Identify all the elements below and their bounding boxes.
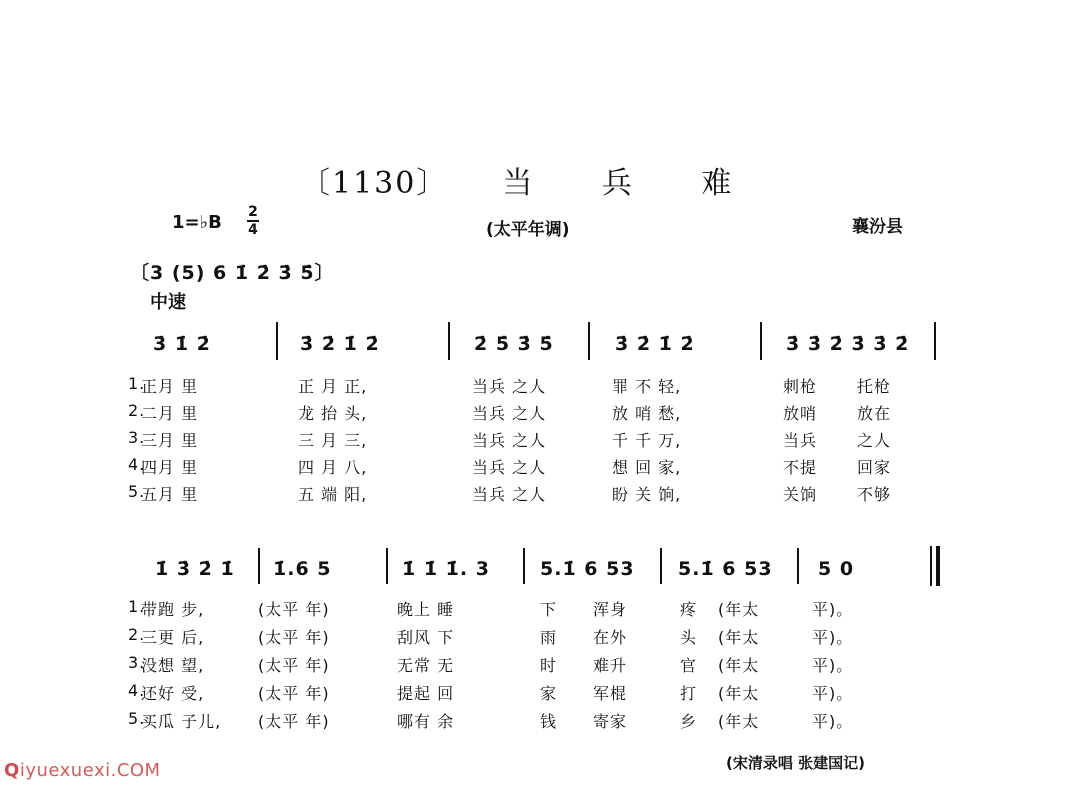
barline (258, 548, 260, 584)
barline (934, 322, 936, 360)
lyric-cell: 不提 (783, 458, 818, 477)
s2-measure-5: 5.1̇ 6 53 (678, 558, 773, 580)
lyric-cell: (年太 (718, 712, 760, 731)
s2-measure-2: 1̇.6 5 (273, 558, 332, 580)
lyric-cell: 当兵 之人 (472, 377, 547, 396)
tune-name: (太平年调) (486, 220, 570, 240)
lyric-cell: 托枪 (857, 377, 892, 396)
barline (276, 322, 278, 360)
time-signature (247, 205, 259, 237)
lyric-cell: 哪有 余 (397, 712, 455, 731)
final-barline (936, 546, 940, 586)
watermark-text: iyuexuexi.COM (19, 760, 161, 781)
lyric-cell: 当兵 (783, 431, 818, 450)
lyric-cell: 三月 里 (141, 431, 199, 450)
lyric-cell: 三 月 三, (298, 431, 368, 450)
lyric-cell: 当兵 之人 (472, 458, 547, 477)
lyric-cell: 平)。 (812, 712, 854, 731)
lyric-cell: 龙 抬 头, (298, 404, 368, 423)
lyric-cell: 当兵 之人 (472, 431, 547, 450)
lyric-cell: (太平 年) (258, 600, 330, 619)
barline (448, 322, 450, 360)
s1-measure-1: 3̇ 1̇ 2̇ (153, 333, 211, 355)
lyric-cell: (太平 年) (258, 656, 330, 675)
lyric-cell: 钱 (540, 712, 558, 731)
lyric-cell: 打 (680, 684, 698, 703)
lyric-cell: (年太 (718, 600, 760, 619)
verse-number: 3. (128, 428, 146, 447)
verse-number: 4. (128, 455, 146, 474)
lyric-cell: 放在 (857, 404, 892, 423)
key-signature: 1=♭B (172, 212, 222, 233)
lyric-cell: 买瓜 子儿, (141, 712, 222, 731)
lyric-cell: 乡 (680, 712, 698, 731)
lyric-cell: 军棍 (593, 684, 628, 703)
s2-measure-4: 5.1̇ 6 53 (540, 558, 635, 580)
verse-number: 5. (128, 709, 146, 728)
lyric-cell: 平)。 (812, 656, 854, 675)
barline (797, 548, 799, 584)
song-title (300, 158, 761, 202)
verse-number: 2. (128, 401, 146, 420)
lyric-cell: 浑身 (593, 600, 628, 619)
lyric-cell: 提起 回 (397, 684, 455, 703)
lyric-cell: 五 端 阳, (298, 485, 368, 504)
lyric-cell: 还好 受, (141, 684, 205, 703)
verse-number: 5. (128, 482, 146, 501)
s2-measure-1: 1̇ 3̇ 2̇ 1̇ (155, 558, 235, 580)
verse-number: 2. (128, 625, 146, 644)
lyric-cell: 正月 里 (141, 377, 199, 396)
credit-line: (宋清录唱 张建国记) (726, 754, 865, 772)
lyric-cell: 平)。 (812, 628, 854, 647)
lyric-cell: 官 (680, 656, 698, 675)
lyric-cell: 盼 关 饷, (612, 485, 682, 504)
verse-number: 1. (128, 597, 146, 616)
lyric-cell: 时 (540, 656, 558, 675)
lyric-cell: 之人 (857, 431, 892, 450)
verse-number: 4. (128, 681, 146, 700)
region-name: 襄汾县 (852, 217, 903, 237)
lyric-cell: (年太 (718, 656, 760, 675)
lyric-cell: 刺枪 (783, 377, 818, 396)
lyric-cell: 罪 不 轻, (612, 377, 682, 396)
barline (588, 322, 590, 360)
lyric-cell: 带跑 步, (141, 600, 205, 619)
lyric-cell: 放 哨 愁, (612, 404, 682, 423)
watermark-q: Q (4, 760, 20, 781)
lyric-cell: 下 (540, 600, 558, 619)
lyric-cell: 四 月 八, (298, 458, 368, 477)
lyric-cell: 晚上 睡 (397, 600, 455, 619)
s1-measure-4: 3̇ 2̇ 1̇ 2̇ (615, 333, 695, 355)
site-watermark (4, 760, 161, 781)
lyric-cell: (年太 (718, 684, 760, 703)
s1-measure-5: 3̇ 3̇ 2̇ 3̇ 3̇ 2̇ (786, 333, 910, 355)
lyric-cell: 三更 后, (141, 628, 205, 647)
lyric-cell: 千 千 万, (612, 431, 682, 450)
s1-measure-2: 3̇ 2̇ 1̇ 2̇ (300, 333, 380, 355)
time-bottom: 4 (248, 222, 258, 238)
lyric-cell: 关饷 (783, 485, 818, 504)
time-top: 2 (248, 204, 258, 220)
lyric-cell: 没想 望, (141, 656, 205, 675)
lyric-cell: 雨 (540, 628, 558, 647)
lyric-cell: 二月 里 (141, 404, 199, 423)
lyric-cell: 无常 无 (397, 656, 455, 675)
lyric-cell: 当兵 之人 (472, 485, 547, 504)
lyric-cell: 放哨 (783, 404, 818, 423)
lyric-cell: (太平 年) (258, 684, 330, 703)
lyric-cell: 四月 里 (141, 458, 199, 477)
lyric-cell: 想 回 家, (612, 458, 682, 477)
s1-measure-3: 2̇ 5̇ 3̇ 5̇ (474, 333, 554, 355)
song-number: 〔1130〕 (300, 166, 449, 201)
lyric-cell: 刮风 下 (397, 628, 455, 647)
song-name: 当 兵 难 (502, 166, 762, 201)
lyric-cell: (太平 年) (258, 628, 330, 647)
s2-measure-6: 5 0 (818, 558, 855, 580)
s2-measure-3: 1̇ 1̇ 1̇. 3 (402, 558, 490, 580)
lyric-cell: 平)。 (812, 684, 854, 703)
lyric-cell: 五月 里 (141, 485, 199, 504)
barline (760, 322, 762, 360)
lyric-cell: 正 月 正, (298, 377, 368, 396)
lyric-cell: 疼 (680, 600, 698, 619)
barline (523, 548, 525, 584)
lyric-cell: (太平 年) (258, 712, 330, 731)
intro-notation: 〔3 (5) 6 1̇ 2̇ 3̇ 5̇〕 (130, 262, 335, 284)
lyric-cell: 在外 (593, 628, 628, 647)
lyric-cell: 平)。 (812, 600, 854, 619)
lyric-cell: 当兵 之人 (472, 404, 547, 423)
verse-number: 1. (128, 374, 146, 393)
lyric-cell: 不够 (857, 485, 892, 504)
lyric-cell: 回家 (857, 458, 892, 477)
lyric-cell: 头 (680, 628, 698, 647)
tempo-marking: 中速 (150, 292, 186, 313)
lyric-cell: (年太 (718, 628, 760, 647)
lyric-cell: 家 (540, 684, 558, 703)
lyric-cell: 寄家 (593, 712, 628, 731)
barline (930, 546, 932, 586)
barline (660, 548, 662, 584)
verse-number: 3. (128, 653, 146, 672)
lyric-cell: 难升 (593, 656, 628, 675)
barline (386, 548, 388, 584)
